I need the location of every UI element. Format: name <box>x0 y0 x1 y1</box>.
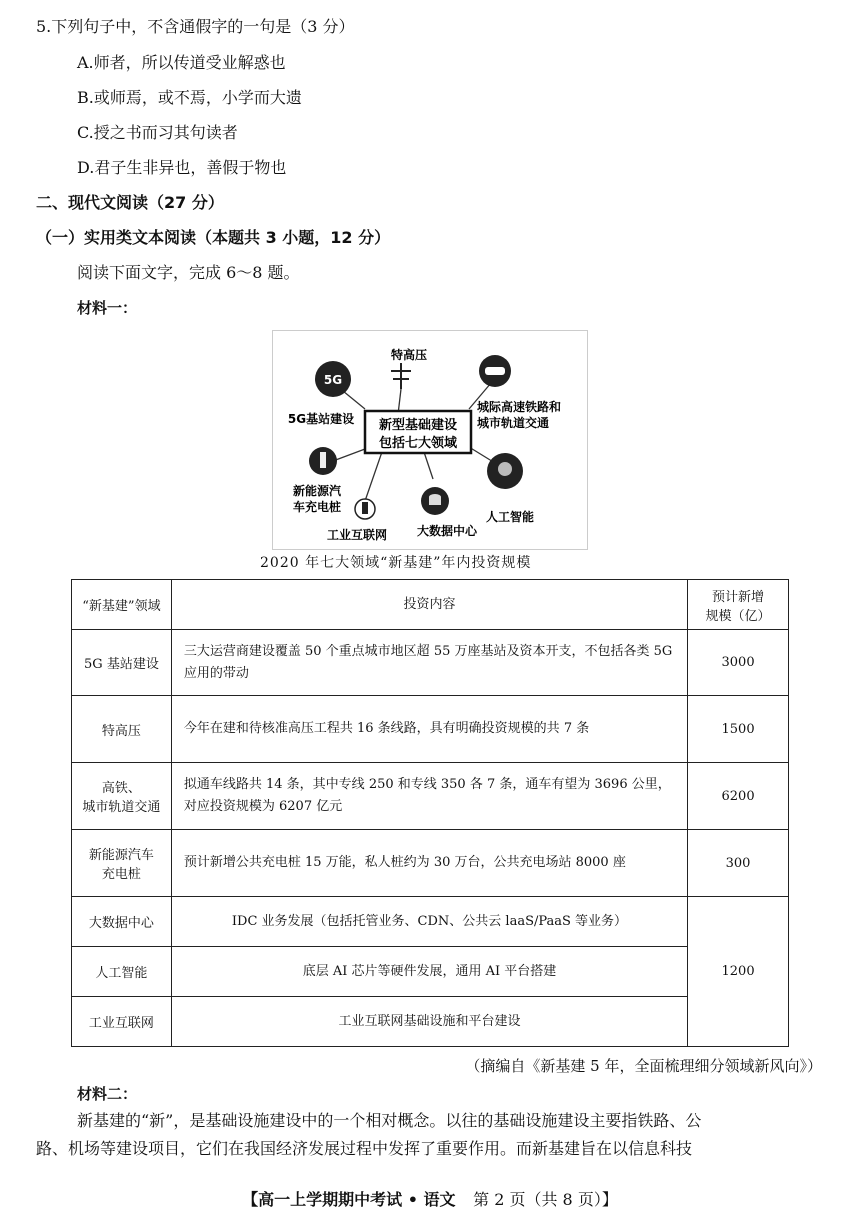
table-row <box>72 630 789 696</box>
table-row <box>72 830 789 897</box>
field-cell: 人工智能 <box>72 947 172 997</box>
header-scale-line1: 预计新增 <box>712 589 765 605</box>
node-ev-line2: 车充电桩 <box>292 500 342 514</box>
content-cell: 底层 AI 芯片等硬件发展，通用 AI 平台搭建 <box>171 947 687 997</box>
header-content: 投资内容 <box>171 580 687 630</box>
node-ai: 人工智能 <box>485 510 535 524</box>
header-scale-line2: 规模（亿） <box>705 608 771 624</box>
table-row <box>72 897 789 947</box>
data-center-icon <box>421 487 449 515</box>
table-header-row <box>72 580 789 630</box>
node-5g: 5G基站建设 <box>287 412 355 426</box>
source-citation: （摘编自《新基建 5 年，全面梳理细分领域新风向》） <box>465 1057 822 1075</box>
ev-charger-icon <box>309 447 337 475</box>
node-bigdata: 大数据中心 <box>416 524 478 538</box>
header-scale <box>688 580 789 630</box>
industrial-internet-icon <box>355 499 375 519</box>
node-rail-line1: 城际高速铁路和 <box>477 400 562 414</box>
diagram-center-line2: 包括七大领域 <box>378 436 458 451</box>
table-row <box>72 997 789 1047</box>
field-cell: 工业互联网 <box>72 997 172 1047</box>
subsection-title: （一）实用类文本阅读（本题共 3 小题，12 分） <box>36 228 391 247</box>
content-cell: 预计新增公共充电桩 15 万能，私人桩约为 30 万台，公共充电场站 8000 座 <box>171 830 687 897</box>
content-cell: 三大运营商建设覆盖 50 个重点城市地区超 55 万座基站及资本开支，不包括各类 5G 应用的带动 <box>171 630 687 696</box>
question-5-stem: 5.下列句子中，不含通假字的一句是（3 分） <box>36 17 355 36</box>
instruction: 阅读下面文字，完成 6～8 题。 <box>77 263 300 282</box>
field-line1: 新能源汽车 <box>88 848 154 863</box>
scale-cell: 1500 <box>688 696 789 763</box>
content-cell: 拟通车线路共 14 条，其中专线 250 和专线 350 各 7 条，通车有望为 3696 公里，对应投资规模为 6207 亿元 <box>171 763 687 830</box>
scale-cell: 6200 <box>688 763 789 830</box>
page-footer <box>0 1187 860 1210</box>
option-c: C.授之书而习其句读者 <box>77 123 238 142</box>
investment-table <box>71 579 789 1047</box>
option-d: D.君子生非异也，善假于物也 <box>77 158 287 177</box>
content-cell: 工业互联网基础设施和平台建设 <box>171 997 687 1047</box>
5g-icon <box>315 361 351 397</box>
option-b: B.或师焉，或不焉，小学而大遗 <box>77 88 302 107</box>
header-field: “新基建”领域 <box>72 580 172 630</box>
table-row <box>72 947 789 997</box>
uhv-tower-icon <box>391 363 411 389</box>
svg-text:5G: 5G <box>323 373 343 387</box>
footer-exam-title: 【高一上学期期中考试 • 语文 <box>242 1190 456 1209</box>
material-2-line2: 路、机场等建设项目，它们在我国经济发展过程中发挥了重要作用。而新基建旨在以信息科技 <box>36 1139 693 1158</box>
node-rail-line2: 城市轨道交通 <box>477 416 550 430</box>
node-ev-line1: 新能源汽 <box>292 484 342 498</box>
field-cell: 特高压 <box>72 696 172 763</box>
diagram-center-line1: 新型基础建设 <box>378 418 458 433</box>
field-cell: 5G 基站建设 <box>72 630 172 696</box>
ai-icon <box>487 453 523 489</box>
field-cell: 大数据中心 <box>72 897 172 947</box>
scale-cell-merged: 1200 <box>688 897 789 1047</box>
material-2-line1: 新基建的“新”，是基础设施建设中的一个相对概念。以往的基础设施建设主要指铁路、公 <box>77 1111 702 1130</box>
table-row <box>72 696 789 763</box>
new-infrastructure-diagram <box>272 330 588 550</box>
field-line1: 高铁、 <box>101 781 141 796</box>
scale-cell: 3000 <box>688 630 789 696</box>
field-line2: 城市轨道交通 <box>82 800 161 815</box>
table-row <box>72 763 789 830</box>
node-iiot: 工业互联网 <box>326 528 388 542</box>
material-2-label: 材料二： <box>77 1085 138 1103</box>
train-icon <box>479 355 511 387</box>
scale-cell: 300 <box>688 830 789 897</box>
node-uhv: 特高压 <box>390 348 428 362</box>
field-cell <box>72 763 172 830</box>
content-cell: IDC 业务发展（包括托管业务、CDN、公共云 laaS/PaaS 等业务） <box>171 897 687 947</box>
content-cell: 今年在建和待核准高压工程共 16 条线路，具有明确投资规模的共 7 条 <box>171 696 687 763</box>
section-title: 二、现代文阅读（27 分） <box>36 193 224 212</box>
field-cell <box>72 830 172 897</box>
footer-page-number: 第 2 页（共 8 页）】 <box>473 1190 618 1209</box>
material-1-label: 材料一： <box>77 299 138 317</box>
field-line2: 充电桩 <box>101 867 141 882</box>
table-caption: 2020 年七大领域“新基建”年内投资规模 <box>260 555 532 571</box>
option-a: A.师者，所以传道受业解惑也 <box>77 53 286 72</box>
